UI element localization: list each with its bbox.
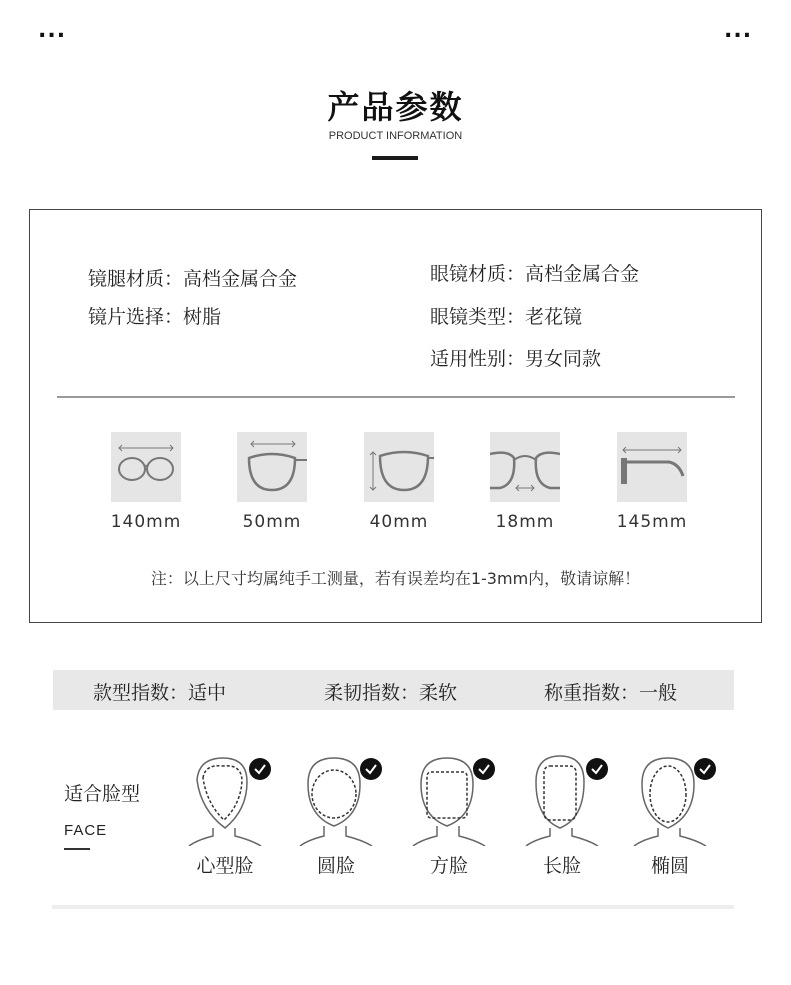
title-underline	[372, 156, 418, 160]
measure-value: 18mm	[495, 512, 555, 532]
spec-glasses-type	[430, 302, 582, 329]
measure-value: 40mm	[369, 512, 429, 532]
face-heart	[185, 754, 295, 877]
spec-key: 镜片选择：	[88, 306, 184, 328]
index-style	[93, 678, 226, 705]
spec-value: 高档金属合金	[183, 268, 298, 290]
spec-key: 眼镜类型：	[430, 306, 526, 328]
face-label: 长脸	[542, 855, 581, 877]
check-icon	[473, 758, 495, 780]
spec-value: 高档金属合金	[525, 263, 640, 285]
index-bar	[53, 670, 734, 710]
page-title: 产品参数	[327, 88, 464, 126]
face-label: 心型脸	[196, 855, 254, 877]
spec-temple-material	[88, 264, 297, 291]
spec-key: 眼镜材质：	[430, 263, 526, 285]
more-dots-left: ...	[38, 18, 67, 43]
measurement-note: 注：以上尺寸均属纯手工测量，若有误差均在1-3mm内，敬请谅解！	[150, 569, 641, 588]
index-flexibility	[324, 678, 457, 705]
bridge-width-icon	[490, 432, 560, 502]
bottom-divider	[52, 905, 734, 909]
spec-key: 适用性别：	[430, 348, 526, 370]
spec-value: 树脂	[183, 306, 222, 328]
face-section-title-en: FACE	[64, 822, 108, 839]
face-oval	[630, 754, 740, 877]
measure-lens-width	[222, 432, 322, 532]
index-key: 柔韧指数：	[324, 682, 420, 704]
check-icon	[360, 758, 382, 780]
check-icon	[249, 758, 271, 780]
measure-temple-length	[602, 432, 702, 532]
measure-frame-width	[96, 432, 196, 532]
measure-value: 140mm	[110, 512, 182, 532]
index-value: 柔软	[419, 682, 458, 704]
spec-divider	[57, 396, 735, 398]
page-subtitle: PRODUCT INFORMATION	[328, 130, 463, 142]
index-value: 适中	[188, 682, 227, 704]
check-icon	[694, 758, 716, 780]
index-value: 一般	[639, 682, 678, 704]
lens-height-icon	[364, 432, 434, 502]
lens-width-icon	[237, 432, 307, 502]
spec-frame-material	[430, 259, 639, 286]
face-section-title: 适合脸型	[64, 783, 141, 805]
more-dots-right: ...	[724, 18, 753, 43]
spec-value: 男女同款	[525, 348, 602, 370]
measure-bridge-width	[475, 432, 575, 532]
spec-key: 镜腿材质：	[88, 268, 184, 290]
face-label: 圆脸	[316, 855, 355, 877]
face-label: 椭圆	[650, 855, 689, 877]
frame-width-icon	[111, 432, 181, 502]
index-weight	[544, 678, 677, 705]
measure-value: 50mm	[242, 512, 302, 532]
face-round	[296, 754, 406, 877]
measure-value: 145mm	[616, 512, 688, 532]
face-square	[409, 754, 519, 877]
spec-gender	[430, 344, 601, 371]
face-label: 方脸	[429, 855, 468, 877]
check-icon	[586, 758, 608, 780]
face-long	[522, 754, 632, 877]
temple-length-icon	[617, 432, 687, 502]
index-key: 称重指数：	[544, 682, 640, 704]
face-title-underline	[64, 848, 90, 850]
index-key: 款型指数：	[93, 682, 189, 704]
spec-lens-choice	[88, 302, 221, 329]
spec-value: 老花镜	[525, 306, 583, 328]
measure-lens-height	[349, 432, 449, 532]
